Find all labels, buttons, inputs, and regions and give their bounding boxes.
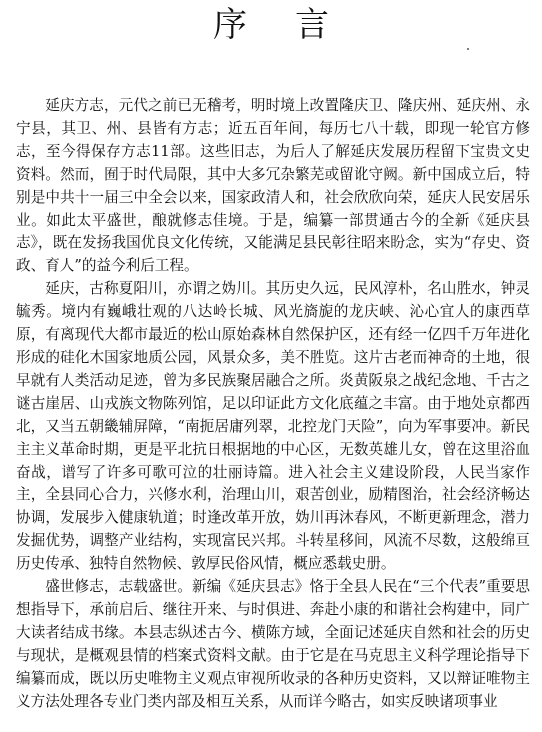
body-text (16, 95, 530, 713)
paragraph-1: 延庆方志，元代之前已无稽考，明时境上改置隆庆卫、隆庆州、延庆州、永宁县，其卫、州、县皆有方志；近五百年间，每历七八十载，即现一轮官方修志，至今得保存方志11部。这些旧志，为后人了解延庆发展历程留下宝贵文史资料。然而，囿于时代局限，其中大多冗杂繁芜或留讹守阙。新中国成立后，特别是中共十一届三中全会以来，国家政清人和，社会欣欣向荣，延庆人民安居乐业。如此太平盛世，酿就修志佳境。于是，编纂一部贯通古今的全新《延庆县志》，既在发扬我国优良文化传统，又能满足县民彰往昭来盼念，实为“存史、资政、育人”的益今利后工程。 (16, 97, 530, 275)
page-title: 序言 (213, 5, 377, 45)
scan-speck (467, 48, 469, 50)
paragraph-3: 盛世修志，志载盛世。新编《延庆县志》恪于全县人民在“三个代表”重要思想指导下，承前启后、继往开来、与时俱进、奔赴小康的和谐社会构建中，同广大读者结成书缘。本县志纵述古今、横陈方域，全面记述延庆自然和社会的历史与现状，是概观县情的档案式资料文献。由于它是在马克思主义科学理论指导下编纂而成，既以历史唯物主义观点审视所收录的各种历史资料，又以辩证唯物主义方法处理各专业门类内部及相互关系，从而详今略古，如实反映诸项事业 (16, 578, 530, 710)
paragraph-2: 延庆，古称夏阳川，亦谓之妫川。其历史久远，民风淳朴，名山胜水，钟灵毓秀。境内有巍峨壮观的八达岭长城、风光旖旎的龙庆峡、沁心宜人的康西草原，有离现代大都市最近的松山原始森林自然保护区，还有经一亿四千万年进化形成的硅化木国家地质公园，风景众多，美不胜览。这片古老而神奇的土地，很早就有人类活动足迹，曾为多民族聚居融合之所。炎黄阪泉之战纪念地、千古之谜古崖居、山戎族文物陈列馆，足以印证此方文化底蕴之丰富。由于地处京都西北，又当五朝畿辅屏障，“南扼居庸列翠，北控龙门天险”，向为军事要冲。新民主主义革命时期，更是平北抗日根据地的中心区，无数英雄儿女，曾在这里浴血奋战，谱写了许多可歌可泣的壮丽诗篇。进入社会主义建设阶段，人民当家作主，全县同心合力，兴修水利，治理山川，艰苦创业，励精图治，社会经济畅达协调，发展步入健康轨道；时逢改革开放，妫川再沐春风，不断更新理念，潜力发掘优势，调整产业结构，实现富民兴邦。斗转星移间，风流不尽数，这般绵亘历史传承、独特自然物候、敦厚民俗风情，概应悉载史册。 (16, 280, 530, 573)
